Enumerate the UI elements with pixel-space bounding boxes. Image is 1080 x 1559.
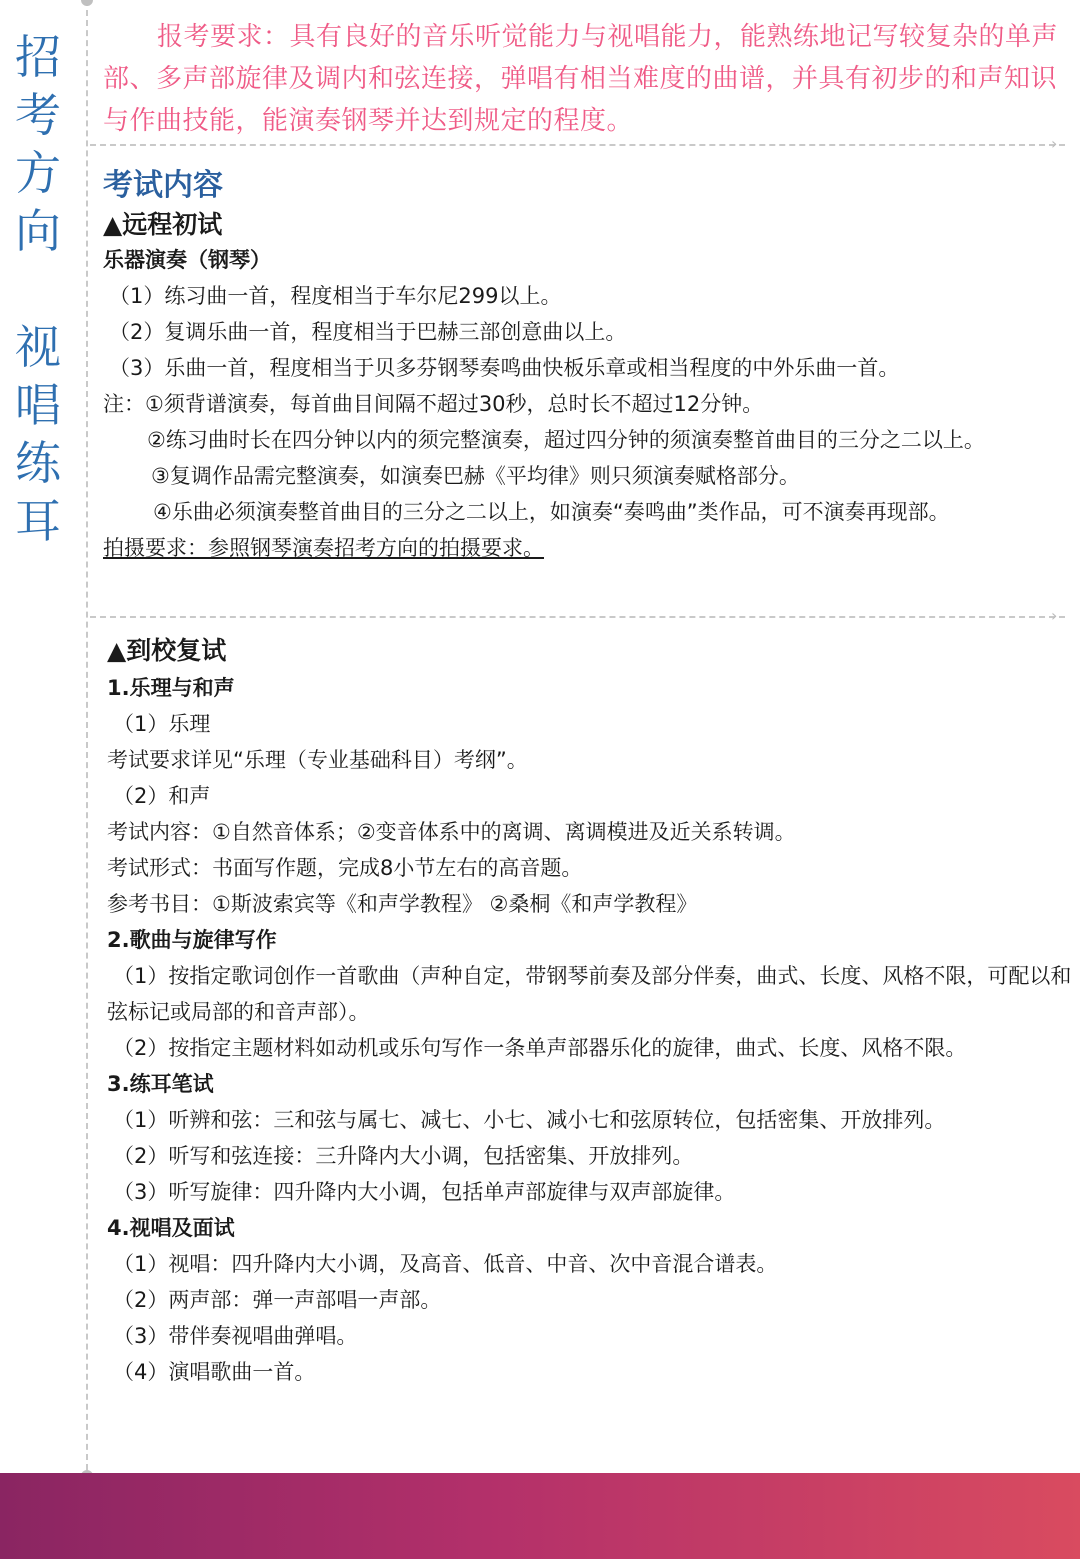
chevron-right-icon: › — [1051, 606, 1058, 625]
side-title-shichang-lianer — [10, 318, 66, 550]
remote-note: ②练习曲时长在四分钟以内的须完整演奏，超过四分钟的须演奏整首曲目的三分之二以上。 — [147, 428, 985, 452]
remote-note: ④乐曲必须演奏整首曲目的三分之二以上，如演奏“奏鸣曲”类作品，可不演奏再现部。 — [153, 500, 950, 524]
divider-dot-top — [81, 0, 93, 6]
remote-subheading: 乐器演奏（钢琴） — [103, 248, 271, 272]
vertical-divider — [86, 0, 88, 1480]
remote-heading: ▲远程初试 — [103, 210, 223, 239]
horizontal-divider — [90, 134, 1065, 153]
part-line: 参考书目：①斯波索宾等《和声学教程》 ②桑桐《和声学教程》 — [107, 892, 698, 916]
part-line: （4）演唱歌曲一首。 — [113, 1360, 316, 1384]
remote-exam-block — [103, 206, 1078, 566]
side-char: 视 — [15, 320, 61, 374]
part-line: （2）按指定主题材料如动机或乐句写作一条单声部器乐化的旋律，曲式、长度、风格不限。 — [113, 1036, 967, 1060]
part-line: （3）带伴奏视唱曲弹唱。 — [113, 1324, 358, 1348]
part-title: 3.练耳笔试 — [107, 1072, 214, 1096]
part-line: （2）听写和弦连接：三升降内大小调，包括密集、开放排列。 — [113, 1144, 694, 1168]
part-line: （2）两声部：弹一声部唱一声部。 — [113, 1288, 442, 1312]
part-line: （1）听辨和弦：三和弦与属七、减七、小七、减小七和弦原转位，包括密集、开放排列。 — [113, 1108, 946, 1132]
side-char: 唱 — [15, 378, 61, 432]
part-line: 考试形式：书面写作题，完成8小节左右的高音题。 — [107, 856, 583, 880]
side-char: 练 — [15, 436, 61, 490]
side-char: 考 — [15, 88, 61, 142]
remote-item: （2）复调乐曲一首，程度相当于巴赫三部创意曲以上。 — [109, 320, 627, 344]
part-title: 1.乐理与和声 — [107, 676, 235, 700]
part-line: （1）按指定歌词创作一首歌曲（声种自定，带钢琴前奏及部分伴奏，曲式、长度、风格不限，可配以和弦标记或局部的和音声部）。 — [107, 964, 1072, 1024]
part-line: 考试要求详见“乐理（专业基础科目）考纲”。 — [107, 748, 528, 772]
filming-requirement: 拍摄要求：参照钢琴演奏招考方向的拍摄要求。 — [103, 536, 544, 560]
remote-note: ③复调作品需完整演奏，如演奏巴赫《平均律》则只须演奏赋格部分。 — [151, 464, 800, 488]
side-char: 向 — [15, 204, 61, 258]
remote-item: （3）乐曲一首，程度相当于贝多芬钢琴奏鸣曲快板乐章或相当程度的中外乐曲一首。 — [109, 356, 900, 380]
side-char: 招 — [15, 30, 61, 84]
horizontal-divider — [90, 606, 1065, 625]
footer-gradient-bar — [0, 1473, 1080, 1559]
requirements-paragraph: 报考要求：具有良好的音乐听觉能力与视唱能力，能熟练地记写较复杂的单声部、多声部旋律及调内和弦连接，弹唱有相当难度的曲谱，并具有初步的和声知识与作曲技能，能演奏钢琴并达到规定的程度。 — [103, 22, 1059, 136]
part-title: 2.歌曲与旋律写作 — [107, 928, 277, 952]
side-char: 方 — [15, 146, 61, 200]
onsite-heading: ▲到校复试 — [107, 636, 227, 665]
remote-item: （1）练习曲一首，程度相当于车尔尼299以上。 — [109, 284, 562, 308]
side-char: 耳 — [15, 494, 61, 548]
onsite-exam-block — [107, 632, 1072, 1390]
chevron-right-icon: › — [1051, 134, 1058, 153]
part-line: （2）和声 — [113, 784, 211, 808]
remote-note: 注：①须背谱演奏，每首曲目间隔不超过30秒，总时长不超过12分钟。 — [103, 392, 764, 416]
part-line: （1）乐理 — [113, 712, 211, 736]
part-line: （3）听写旋律：四升降内大小调，包括单声部旋律与双声部旋律。 — [113, 1180, 736, 1204]
part-line: 考试内容：①自然音体系；②变音体系中的离调、离调模进及近关系转调。 — [107, 820, 796, 844]
part-title: 4.视唱及面试 — [107, 1216, 235, 1240]
section-title: 考试内容 — [103, 168, 223, 203]
part-line: （1）视唱：四升降内大小调，及高音、低音、中音、次中音混合谱表。 — [113, 1252, 778, 1276]
side-title-zhaokao-fangxiang — [10, 28, 66, 260]
